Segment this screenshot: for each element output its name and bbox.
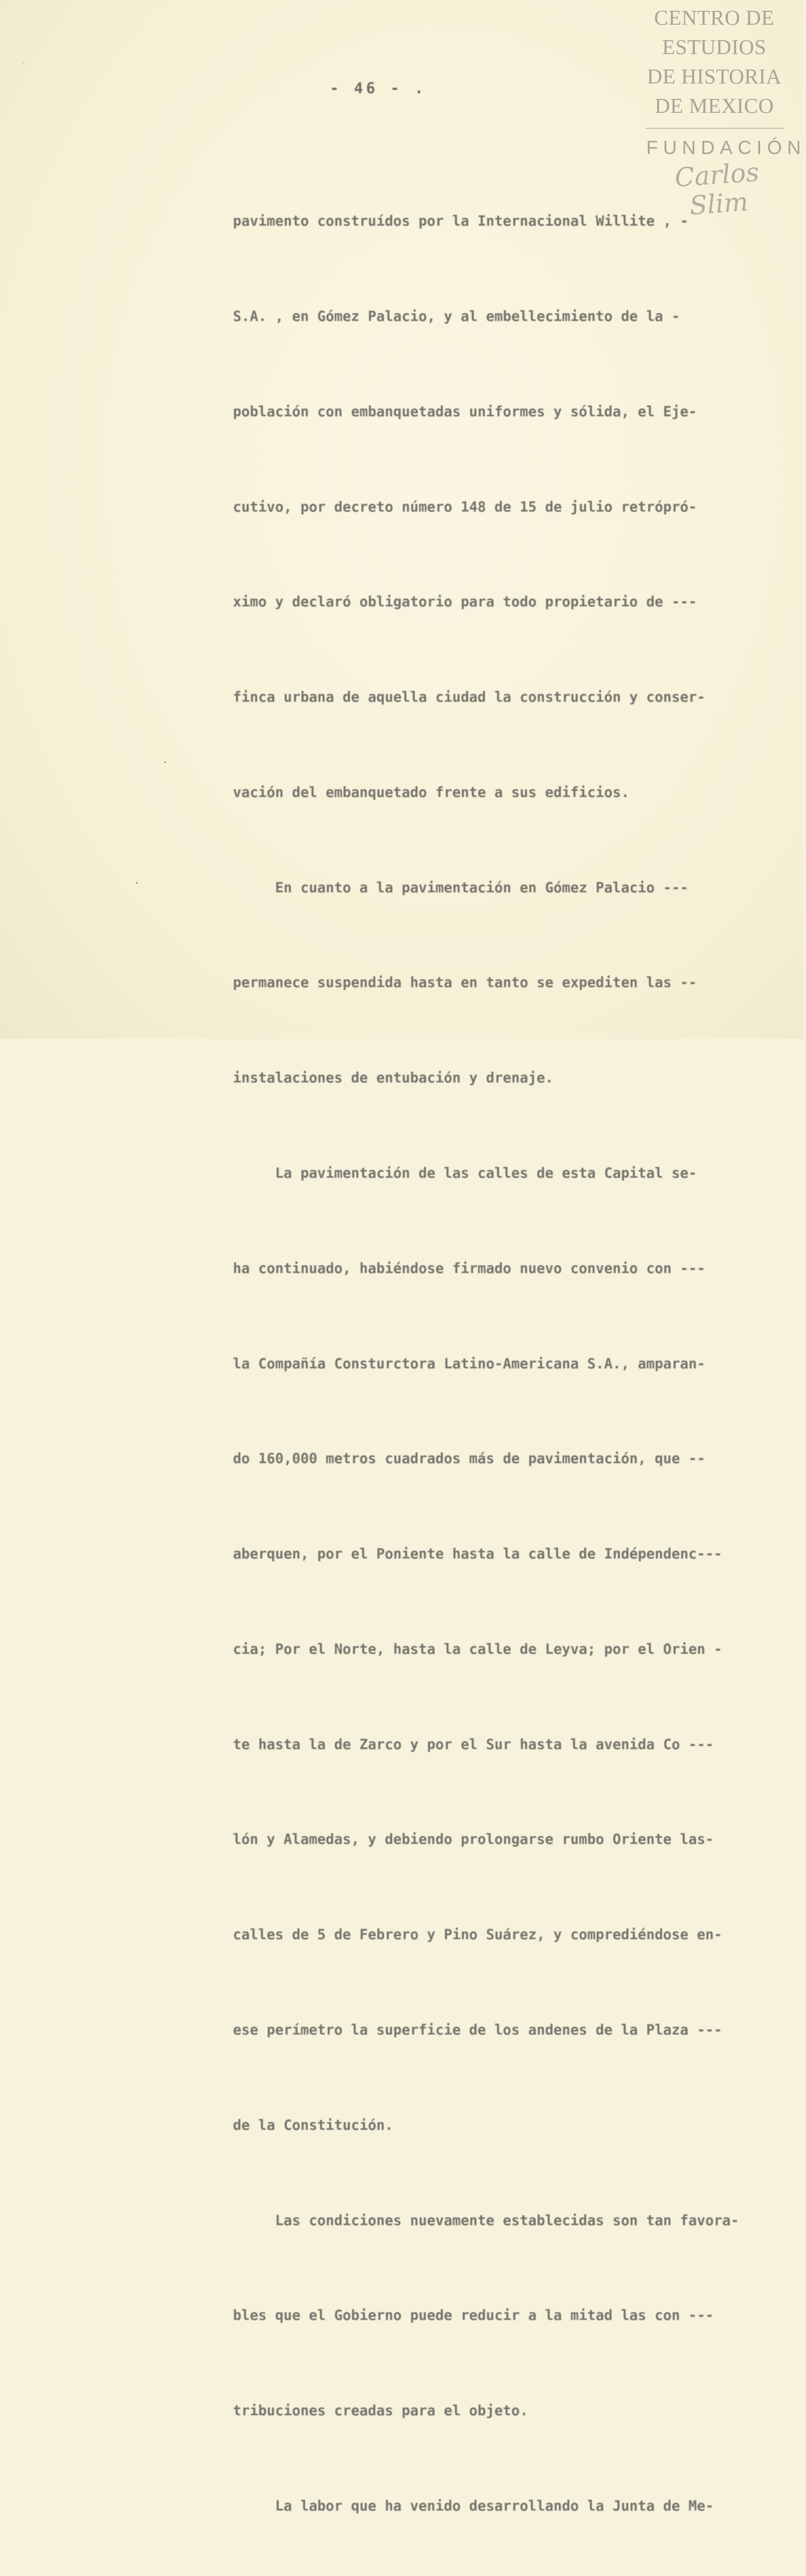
text-line: ximo y declaró obligatorio para todo propietario de --- (233, 594, 697, 611)
text-line: vación del embanquetado frente a sus edificios. (233, 784, 630, 801)
text-line: lón y Alamedas, y debiendo prolongarse rumbo Oriente las- (233, 1832, 714, 1848)
text-line: En cuanto a la pavimentación en Gómez Palacio --- (233, 879, 689, 896)
text-line: de la Constitución. (233, 2117, 393, 2133)
text-line: cutivo, por decreto número 148 de 15 de julio retrópró- (233, 499, 697, 515)
watermark-line: DE HISTORIA (647, 64, 782, 88)
text-line: ese perímetro la superficie de los andenes de la Plaza --- (233, 2022, 723, 2039)
text-line: permanece suspendida hasta en tanto se expediten las -- (233, 975, 697, 991)
watermark-line: DE MEXICO (654, 94, 774, 117)
text-line: S.A. , en Gómez Palacio, y al embellecimiento de la - (233, 308, 680, 325)
watermark-line: ESTUDIOS (662, 35, 767, 59)
paper-speck (164, 761, 166, 763)
text-line: aberquen, por el Poniente hasta la calle de Indépendenc--- (233, 1546, 723, 1563)
text-line: te hasta la de Zarco y por el Sur hasta la avenida Co --- (233, 1736, 714, 1753)
text-line: instalaciones de entubación y drenaje. (233, 1070, 553, 1087)
text-line: finca urbana de aquella ciudad la construcción y conser- (233, 689, 706, 706)
text-line: cia; Por el Norte, hasta la calle de Leyva; por el Orien - (233, 1641, 723, 1657)
watermark-divider (645, 128, 783, 129)
paper-speck (136, 882, 138, 884)
text-line: La labor que ha venido desarrollando la Junta de Me- (233, 2498, 714, 2514)
watermark-line: CENTRO DE (654, 6, 775, 29)
text-line: pavimento construídos por la Internacional Willite , - (233, 213, 689, 230)
text-line: calles de 5 de Febrero y Pino Suárez, y comprediéndose en- (233, 1927, 723, 1943)
text-line: Las condiciones nuevamente establecidas son tan favora- (233, 2212, 740, 2229)
text-line: población con embanquetadas uniformes y sólida, el Eje- (233, 403, 697, 420)
text-line: la Compañía Consturctora Latino-Americana S.A., amparan- (233, 1355, 706, 1372)
paper-speck (23, 62, 24, 63)
page-number: - 46 - . (330, 79, 427, 97)
watermark-foundation: FUNDACIÓN (646, 137, 806, 158)
text-line: bles que el Gobierno puede reducir a la mitad las con --- (233, 2308, 714, 2324)
watermark-signature: Carlos Slim (674, 157, 760, 221)
text-line: do 160,000 metros cuadrados más de pavimentación, que -- (233, 1451, 706, 1467)
text-line: La pavimentación de las calles de esta Capital se- (233, 1165, 697, 1181)
typewritten-body (233, 142, 769, 2576)
text-line: tribuciones creadas para el objeto. (233, 2403, 528, 2419)
text-line: ha continuado, habiéndose firmado nuevo convenio con --- (233, 1260, 706, 1277)
